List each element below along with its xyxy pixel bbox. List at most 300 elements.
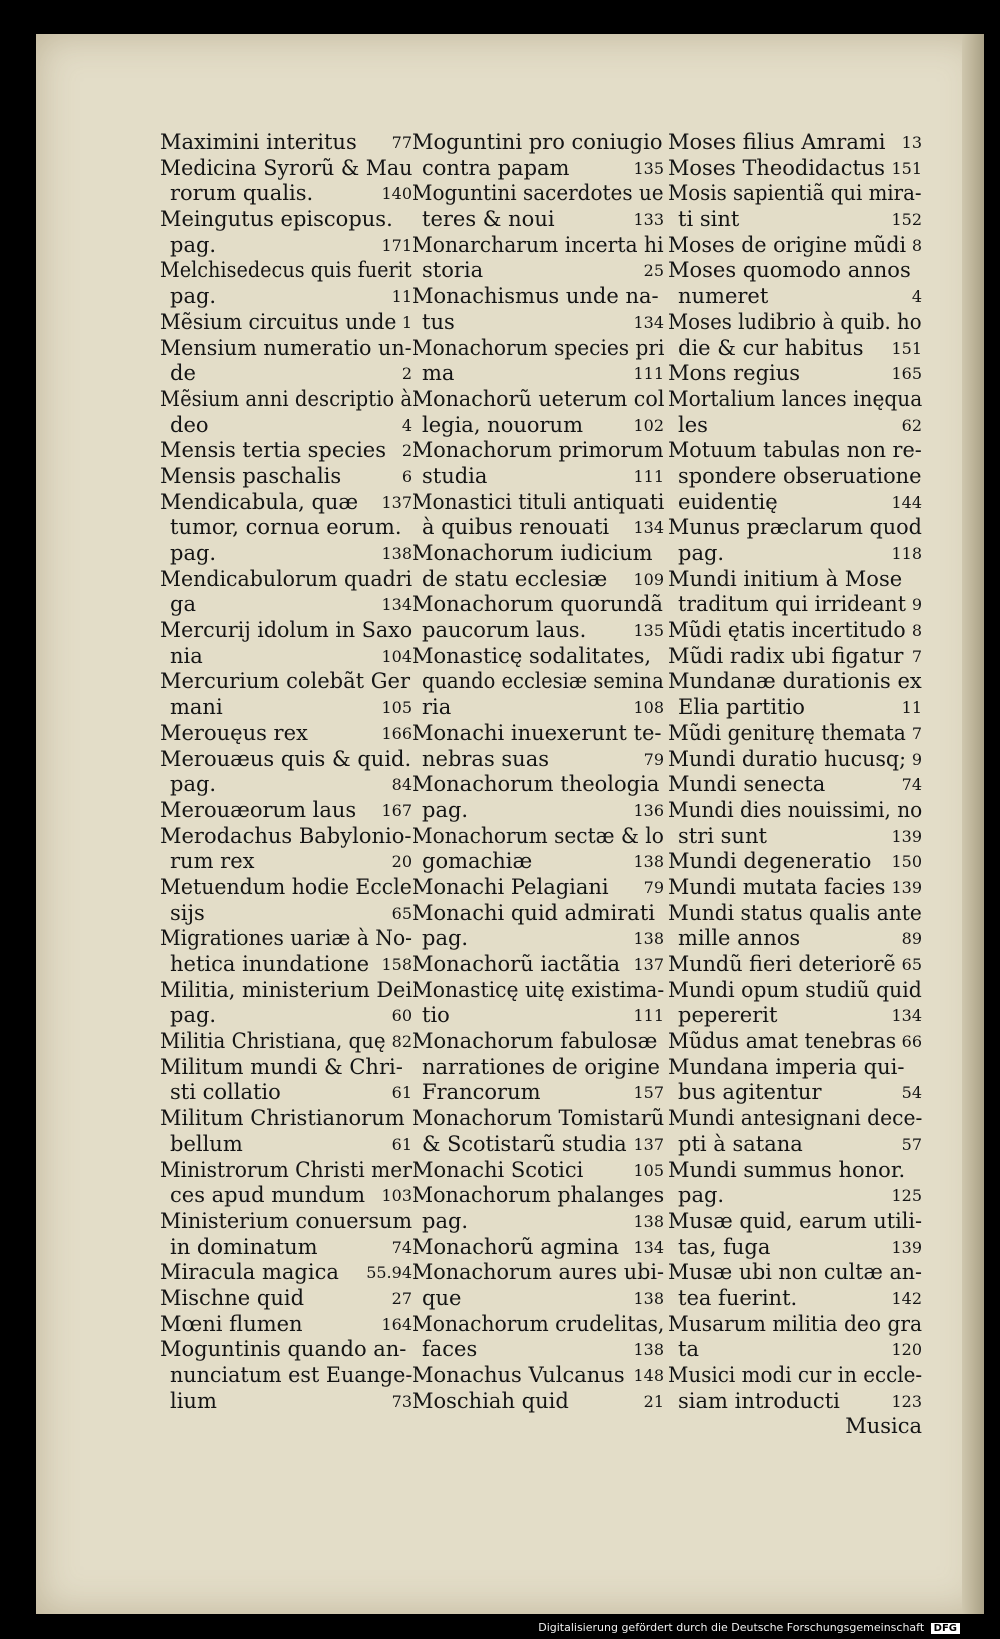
page-number: 1: [401, 312, 412, 332]
index-entry: [160, 721, 412, 747]
index-entry: [160, 1235, 412, 1261]
entry-text: stri sunt: [678, 823, 767, 848]
entry-text: Mendicabula, quæ: [160, 489, 359, 514]
index-entry: [412, 618, 664, 644]
page-number: 8: [911, 235, 922, 255]
entry-text: legia, nouorum: [422, 412, 583, 437]
entry-text: pag.: [422, 1208, 469, 1233]
index-entry: [668, 181, 922, 207]
entry-text: Elia partitio: [678, 695, 805, 720]
entry-text: ga: [170, 592, 196, 617]
entry-text: Moses quomodo annos: [668, 258, 911, 283]
index-entry: [412, 438, 664, 464]
page-number: 7: [911, 723, 922, 743]
index-entry: [412, 952, 664, 978]
page-number: 105: [381, 698, 412, 718]
index-entry: [668, 413, 922, 439]
index-entry: [160, 1158, 412, 1184]
entry-text: sijs: [170, 900, 205, 925]
entry-text: Musici modi cur in eccle-: [668, 1363, 923, 1387]
entry-text: pag.: [170, 1003, 217, 1028]
entry-text: Mons regius: [668, 361, 801, 386]
entry-text: Monastici tituli antiquati: [412, 489, 665, 514]
page-number: 7: [911, 646, 922, 666]
index-entry: [412, 1003, 664, 1029]
page-number: 134: [633, 1237, 664, 1257]
index-entry: [668, 1209, 922, 1235]
index-entry: [412, 824, 664, 850]
entry-text: faces: [422, 1337, 478, 1362]
entry-text: quando ecclesiæ semina: [422, 669, 664, 694]
entry-text: Militum mundi & Chri-: [160, 1054, 403, 1079]
entry-text: pag.: [422, 926, 469, 951]
index-entry: [160, 1106, 412, 1132]
index-entry: [412, 567, 664, 593]
entry-text: mille annos: [678, 926, 801, 951]
entry-text: Moses de origine mũdi: [668, 232, 907, 257]
index-entry: [160, 1055, 412, 1081]
book-page: [36, 34, 984, 1614]
index-entry: [412, 901, 664, 927]
entry-text: tio: [422, 1003, 450, 1028]
index-entry: [160, 1389, 412, 1415]
entry-text: les: [678, 412, 708, 437]
index-column-2: [412, 130, 664, 1414]
entry-text: Musarum militia deo gra: [668, 1311, 923, 1336]
page-number: 62: [901, 415, 922, 435]
index-entry: [160, 413, 412, 439]
index-entry: [668, 1183, 922, 1209]
entry-text: Monasticę sodalitates,: [412, 643, 652, 668]
entry-text: Ministerium conuersum: [160, 1208, 413, 1233]
index-entry: [668, 824, 922, 850]
entry-text: Motuum tabulas non re-: [668, 438, 922, 463]
entry-text: Monachorum primorum: [412, 438, 664, 463]
index-entry: [668, 772, 922, 798]
index-entry: [160, 1003, 412, 1029]
index-entry: [412, 464, 664, 490]
page-number: 134: [891, 1006, 922, 1026]
index-entry: [412, 1337, 664, 1363]
index-entry: [160, 490, 412, 516]
entry-text: tea fuerint.: [678, 1285, 798, 1310]
index-entry: [160, 1209, 412, 1235]
credit-text: Digitalisierung gefördert durch die Deutsche Forschungsgemeinschaft: [538, 1621, 925, 1634]
page-number: 144: [891, 492, 922, 512]
index-entry: [160, 669, 412, 695]
page-number: 138: [381, 544, 412, 563]
page-number: 105: [633, 1160, 664, 1180]
index-entry: [160, 798, 412, 824]
page-number: 11: [391, 287, 412, 307]
entry-text: que: [422, 1285, 462, 1310]
index-entry: [668, 1158, 922, 1184]
page-number: 137: [633, 955, 664, 974]
entry-text: Ministrorum Christi mer: [160, 1157, 412, 1182]
entry-text: Mundi duratio hucusq;: [668, 746, 907, 771]
entry-text: Mosis sapientiã qui mira-: [668, 181, 922, 206]
entry-text: Monachorũ ueterum col: [412, 386, 665, 411]
index-entry: [160, 567, 412, 593]
index-entry: [412, 1260, 664, 1286]
page-number: 66: [901, 1032, 922, 1052]
entry-text: Mũdi ętatis incertitudo: [668, 618, 906, 643]
index-entry: [668, 1235, 922, 1261]
entry-text: Mundanæ durationis ex: [668, 669, 922, 694]
index-entry: [160, 695, 412, 721]
index-entry: [160, 181, 412, 207]
index-entry: [412, 1029, 664, 1055]
entry-text: Mẽsium circuitus unde: [160, 309, 397, 334]
page-number: 9: [911, 595, 922, 615]
entry-text: pag.: [678, 1183, 725, 1208]
entry-text: à quibus renouati: [422, 515, 610, 540]
entry-text: Militum Christianorum: [160, 1106, 405, 1131]
index-entry: [412, 1055, 664, 1081]
page-number: 120: [891, 1340, 922, 1360]
page-number: 104: [381, 646, 412, 666]
index-entry: [412, 130, 664, 156]
index-entry: [412, 926, 664, 952]
index-entry: [160, 1183, 412, 1209]
entry-text: bellum: [170, 1131, 243, 1156]
entry-text: deo: [170, 412, 209, 437]
page-number: 133: [633, 210, 664, 230]
entry-text: Merouæorum laus: [160, 797, 357, 822]
page-number: 137: [633, 1134, 664, 1154]
index-entry: [160, 336, 412, 362]
index-entry: [668, 695, 922, 721]
index-column-1: [160, 130, 412, 1414]
page-number: 123: [891, 1391, 922, 1411]
entry-text: euidentię: [678, 489, 778, 514]
entry-text: Mundi senecta: [668, 772, 826, 797]
index-entry: [668, 1132, 922, 1158]
index-entry: [668, 233, 922, 259]
entry-text: Monachismus unde na-: [412, 284, 659, 309]
index-entry: [668, 1260, 922, 1286]
entry-text: Musæ ubi non cultæ an-: [668, 1260, 922, 1285]
index-entry: [668, 310, 922, 336]
index-entry: [160, 361, 412, 387]
entry-text: sti collatio: [170, 1080, 281, 1105]
page-number: 8: [911, 621, 922, 641]
entry-text: Mundi status qualis ante: [668, 900, 922, 925]
index-entry: [160, 438, 412, 464]
entry-text: Migrationes uariæ à No-: [160, 926, 412, 951]
page-number: 138: [633, 929, 664, 949]
entry-text: storia: [422, 258, 484, 283]
entry-text: ces apud mundum: [170, 1183, 366, 1208]
page-number: 139: [891, 826, 922, 846]
page-number: 61: [391, 1134, 412, 1154]
entry-text: rum rex: [170, 849, 255, 874]
index-entry: [668, 798, 922, 824]
index-entry: [160, 592, 412, 618]
index-entry: [668, 1286, 922, 1312]
page-number: 118: [891, 544, 922, 563]
index-entry: [668, 515, 922, 541]
index-entry: [160, 1337, 412, 1363]
index-entry: [160, 233, 412, 259]
entry-text: narrationes de origine: [422, 1054, 660, 1079]
page-number: 103: [381, 1186, 412, 1206]
page-number: 150: [891, 852, 922, 872]
index-entry: [412, 284, 664, 310]
index-entry: [160, 644, 412, 670]
index-entry: [160, 824, 412, 850]
page-number: 25: [643, 261, 664, 281]
page-number: 2: [401, 441, 412, 461]
index-entry: [412, 669, 664, 695]
entry-text: die & cur habitus: [678, 335, 864, 360]
index-entry: [412, 644, 664, 670]
index-entry: [160, 747, 412, 773]
page-number: 137: [381, 492, 412, 512]
index-entry: [160, 258, 412, 284]
entry-text: spondere obseruatione: [678, 463, 922, 488]
index-entry: [160, 1260, 412, 1286]
entry-text: Mœni flumen: [160, 1311, 303, 1336]
page-number: 139: [891, 1237, 922, 1257]
page-number: 152: [891, 210, 922, 230]
index-entry: [412, 1235, 664, 1261]
index-entry: [668, 1363, 922, 1389]
entry-text: Monachorũ agmina: [412, 1234, 619, 1259]
entry-text: tus: [422, 309, 455, 334]
entry-text: Moguntini pro coniugio: [412, 130, 663, 154]
entry-text: Mundi mutata facies: [668, 874, 886, 899]
entry-text: Mundi dies nouissimi, no: [668, 797, 923, 822]
index-entry: [668, 1106, 922, 1132]
page-number: 79: [643, 749, 664, 769]
page-number: 57: [901, 1134, 922, 1154]
entry-text: Musæ quid, earum utili-: [668, 1208, 923, 1233]
index-entry: [668, 644, 922, 670]
entry-text: in dominatum: [170, 1234, 318, 1259]
entry-text: Moguntinis quando an-: [160, 1337, 407, 1362]
index-entry: [412, 1132, 664, 1158]
entry-text: Munus præclarum quod: [668, 515, 922, 540]
entry-text: Mundũ fieri deteriorẽ: [668, 952, 896, 976]
index-entry: [412, 592, 664, 618]
digitization-credit: [538, 1621, 960, 1634]
entry-text: Monachi inuexerunt te-: [412, 720, 662, 745]
index-entry: [412, 1158, 664, 1184]
index-entry: [412, 695, 664, 721]
page-number: 65: [901, 955, 922, 974]
page-number: 134: [633, 518, 664, 538]
page-number: 165: [891, 364, 922, 384]
index-entry: [412, 156, 664, 182]
page-number: 82: [391, 1032, 412, 1052]
index-entry: [668, 721, 922, 747]
index-entry: [668, 387, 922, 413]
entry-text: Moses filius Amrami: [668, 130, 886, 154]
index-entry: [668, 849, 922, 875]
page-number: 11: [901, 698, 922, 718]
index-entry: [412, 413, 664, 439]
page-number: 138: [633, 852, 664, 872]
page-number: 108: [633, 698, 664, 718]
index-entry: [412, 1209, 664, 1235]
index-entry: [160, 926, 412, 952]
index-entry: [668, 592, 922, 618]
index-entry: [668, 336, 922, 362]
entry-text: & Scotistarũ studia: [422, 1131, 627, 1156]
page-number: 4: [401, 415, 412, 435]
index-entry: [668, 541, 922, 567]
entry-text: Monasticę uitę existima-: [412, 977, 665, 1002]
index-entry: [160, 618, 412, 644]
page-number: 54: [901, 1083, 922, 1103]
page-number: 157: [633, 1083, 664, 1103]
index-entry: [668, 747, 922, 773]
index-entry: [668, 1055, 922, 1081]
entry-text: bus agitentur: [678, 1080, 822, 1105]
entry-text: Meingutus episcopus.: [160, 207, 393, 232]
index-entry: [668, 156, 922, 182]
entry-text: lium: [170, 1388, 217, 1413]
index-entry: [668, 361, 922, 387]
index-entry: [412, 747, 664, 773]
page-number: 109: [633, 569, 664, 589]
entry-text: Monachi Scotici: [412, 1157, 584, 1182]
page-number: 139: [891, 877, 922, 897]
index-entry: [668, 438, 922, 464]
page-number: 134: [633, 312, 664, 332]
page-number: 111: [633, 364, 664, 384]
entry-text: Mundi opum studiũ quid: [668, 977, 922, 1002]
entry-text: Mensis paschalis: [160, 463, 342, 488]
index-entry: [412, 1363, 664, 1389]
index-entry: [668, 978, 922, 1004]
index-entry: [668, 1337, 922, 1363]
index-entry: [160, 875, 412, 901]
entry-text: Maximini interitus: [160, 130, 357, 154]
page-number: 134: [381, 595, 412, 615]
page-number: 102: [633, 415, 664, 435]
index-entry: [160, 772, 412, 798]
entry-text: Metuendum hodie Eccle: [160, 874, 412, 899]
entry-text: gomachiæ: [422, 849, 533, 874]
entry-text: Monachorum phalanges: [412, 1183, 665, 1208]
entry-text: Monachorum sectæ & lo: [412, 823, 664, 848]
page-number: 167: [381, 800, 412, 820]
index-entry: [668, 618, 922, 644]
entry-text: Moguntini sacerdotes ue: [412, 181, 664, 206]
entry-text: rorum qualis.: [170, 181, 314, 206]
entry-text: Monachorum crudelitas,: [412, 1311, 665, 1336]
entry-text: pti à satana: [678, 1131, 803, 1156]
index-entry: [668, 952, 922, 978]
page-number: 138: [633, 1211, 664, 1231]
entry-text: tumor, cornua eorum.: [170, 515, 402, 540]
entry-text: pepererit: [678, 1003, 778, 1028]
entry-text: Moses ludibrio à quib. ho: [668, 309, 922, 334]
page-number: 135: [633, 158, 664, 178]
page-number: 151: [891, 158, 922, 178]
index-entry: [412, 1389, 664, 1415]
index-entry: [412, 978, 664, 1004]
index-entry: [412, 490, 664, 516]
entry-text: de statu ecclesiæ: [422, 566, 608, 591]
index-entry: [160, 1312, 412, 1338]
entry-text: Mensium numeratio un-: [160, 335, 412, 360]
entry-text: Mundi antesignani dece-: [668, 1106, 923, 1131]
page-number: 142: [891, 1288, 922, 1308]
entry-text: Monachorum species pri: [412, 335, 665, 360]
index-entry: [160, 284, 412, 310]
page-number: 89: [901, 929, 922, 949]
index-entry: [668, 284, 922, 310]
page-number: 136: [633, 800, 664, 820]
page-number: 20: [391, 852, 412, 872]
index-entry: [160, 156, 412, 182]
entry-text: Monachorum quorundã: [412, 592, 663, 617]
entry-text: Mundi degeneratio: [668, 849, 872, 874]
index-entry: [668, 567, 922, 593]
page-number: 138: [633, 1340, 664, 1360]
index-entry: [668, 1029, 922, 1055]
entry-text: Monachi quid admirati: [412, 900, 655, 925]
index-entry: [668, 901, 922, 927]
entry-text: Merouęus rex: [160, 720, 308, 745]
page-number: 74: [901, 775, 922, 795]
entry-text: tas, fuga: [678, 1234, 771, 1259]
page-number: 135: [633, 621, 664, 641]
entry-text: studia: [422, 463, 488, 488]
page-number: 171: [381, 235, 412, 255]
entry-text: Monarcharum incerta hi: [412, 232, 664, 257]
page-number: 13: [901, 133, 922, 152]
index-entry: [668, 464, 922, 490]
index-entry: [160, 515, 412, 541]
entry-text: hetica inundatione: [170, 952, 370, 976]
page-number: 73: [391, 1391, 412, 1411]
entry-text: traditum qui irrideant: [678, 592, 906, 617]
page-edge: [962, 34, 984, 1614]
entry-text: ta: [678, 1337, 699, 1362]
footer-bar: [0, 1614, 1000, 1639]
page-number: 27: [391, 1288, 412, 1308]
page-number: 61: [391, 1083, 412, 1103]
page-number: 140: [381, 184, 412, 204]
page-number: 77: [391, 133, 412, 152]
entry-text: Mensis tertia species: [160, 438, 386, 463]
entry-text: pag.: [170, 772, 217, 797]
entry-text: Militia, ministerium Dei: [160, 977, 413, 1002]
entry-text: Mũdi geniturę themata: [668, 720, 906, 745]
index-entry: [160, 464, 412, 490]
entry-text: Monachi Pelagiani: [412, 874, 609, 899]
entry-text: Mendicabulorum quadri: [160, 566, 413, 591]
page-number: 151: [891, 338, 922, 358]
entry-text: Medicina Syrorũ & Mau: [160, 155, 413, 180]
index-entry: [160, 310, 412, 336]
index-entry: [412, 387, 664, 413]
index-entry: [412, 361, 664, 387]
index-entry: [668, 1003, 922, 1029]
page-number: 125: [891, 1186, 922, 1206]
page-number: 55.94: [366, 1263, 412, 1283]
page-number: 2: [401, 364, 412, 384]
entry-text: mani: [170, 695, 223, 720]
entry-text: Mundi initium à Mose: [668, 566, 903, 591]
index-column-3: [668, 130, 922, 1440]
entry-text: de: [170, 361, 196, 386]
entry-text: Monachorum theologia: [412, 772, 660, 797]
